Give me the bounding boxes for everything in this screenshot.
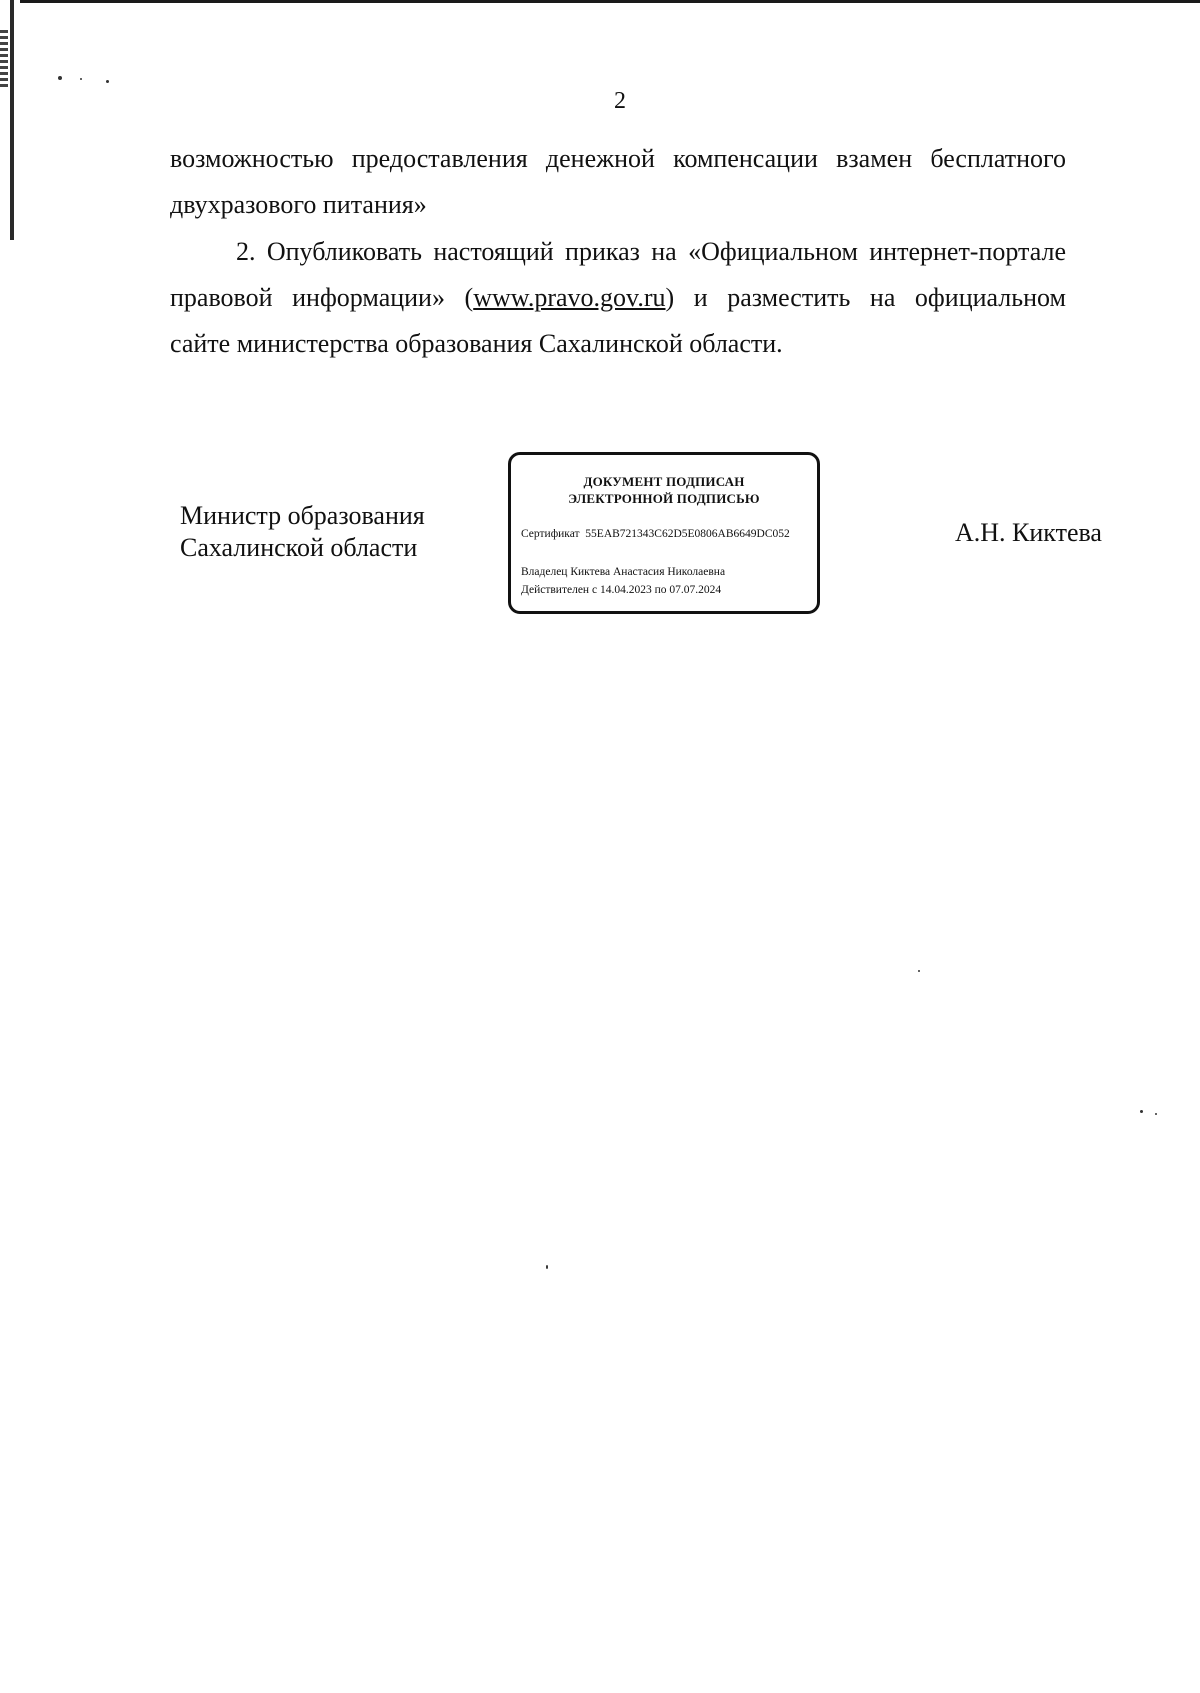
stamp-validity: Действителен с 14.04.2023 по 07.07.2024 xyxy=(521,584,722,596)
paragraph-line: двухразового питания» xyxy=(170,190,427,219)
scan-speck xyxy=(1140,1110,1143,1113)
scan-edge-left xyxy=(10,0,14,240)
paragraph-line: сайте министерства образования Сахалинской области. xyxy=(170,329,783,358)
electronic-signature-stamp xyxy=(508,452,820,614)
paragraph-line-with-link xyxy=(170,275,1066,321)
stamp-title-line: ДОКУМЕНТ ПОДПИСАН xyxy=(583,474,745,489)
stamp-certificate-value: 55EAB721343C62D5E0806AB6649DC052 xyxy=(585,528,790,540)
paragraph-text: правовой информации» ( xyxy=(170,283,474,312)
stamp-certificate-label: Сертификат xyxy=(521,528,580,540)
scan-edge-artifact xyxy=(0,30,8,90)
paragraph-line: 2. Опубликовать настоящий приказ на «Официальном интернет-портале xyxy=(236,237,1066,266)
scan-speck xyxy=(918,970,920,972)
paragraph-publication xyxy=(170,229,1066,367)
scan-speck xyxy=(58,76,62,80)
page-number: 2 xyxy=(614,88,626,114)
paragraph-text: ) и разместить на официальном xyxy=(665,283,1066,312)
stamp-owner-value: Киктева Анастасия Николаевна xyxy=(570,566,726,578)
stamp-owner-label: Владелец xyxy=(521,566,568,578)
scan-speck xyxy=(106,80,109,83)
signatory-position-line: Сахалинской области xyxy=(180,533,418,562)
paragraph-line: возможностью предоставления денежной компенсации взамен бесплатного xyxy=(170,144,1066,173)
scan-speck xyxy=(546,1265,548,1269)
scan-edge-top xyxy=(20,0,1200,3)
signatory-name: А.Н. Киктева xyxy=(955,518,1102,547)
signatory-position-line: Министр образования xyxy=(180,501,425,530)
stamp-certificate xyxy=(521,528,790,540)
pravo-link[interactable]: www.pravo.gov.ru xyxy=(473,283,666,312)
scan-speck xyxy=(80,78,82,80)
stamp-title-line: ЭЛЕКТРОННОЙ ПОДПИСЬЮ xyxy=(568,491,760,506)
stamp-title xyxy=(511,473,817,507)
paragraph-continued xyxy=(170,136,1066,228)
scan-speck xyxy=(1155,1113,1157,1115)
signatory-position xyxy=(180,500,425,564)
stamp-owner xyxy=(521,566,725,578)
